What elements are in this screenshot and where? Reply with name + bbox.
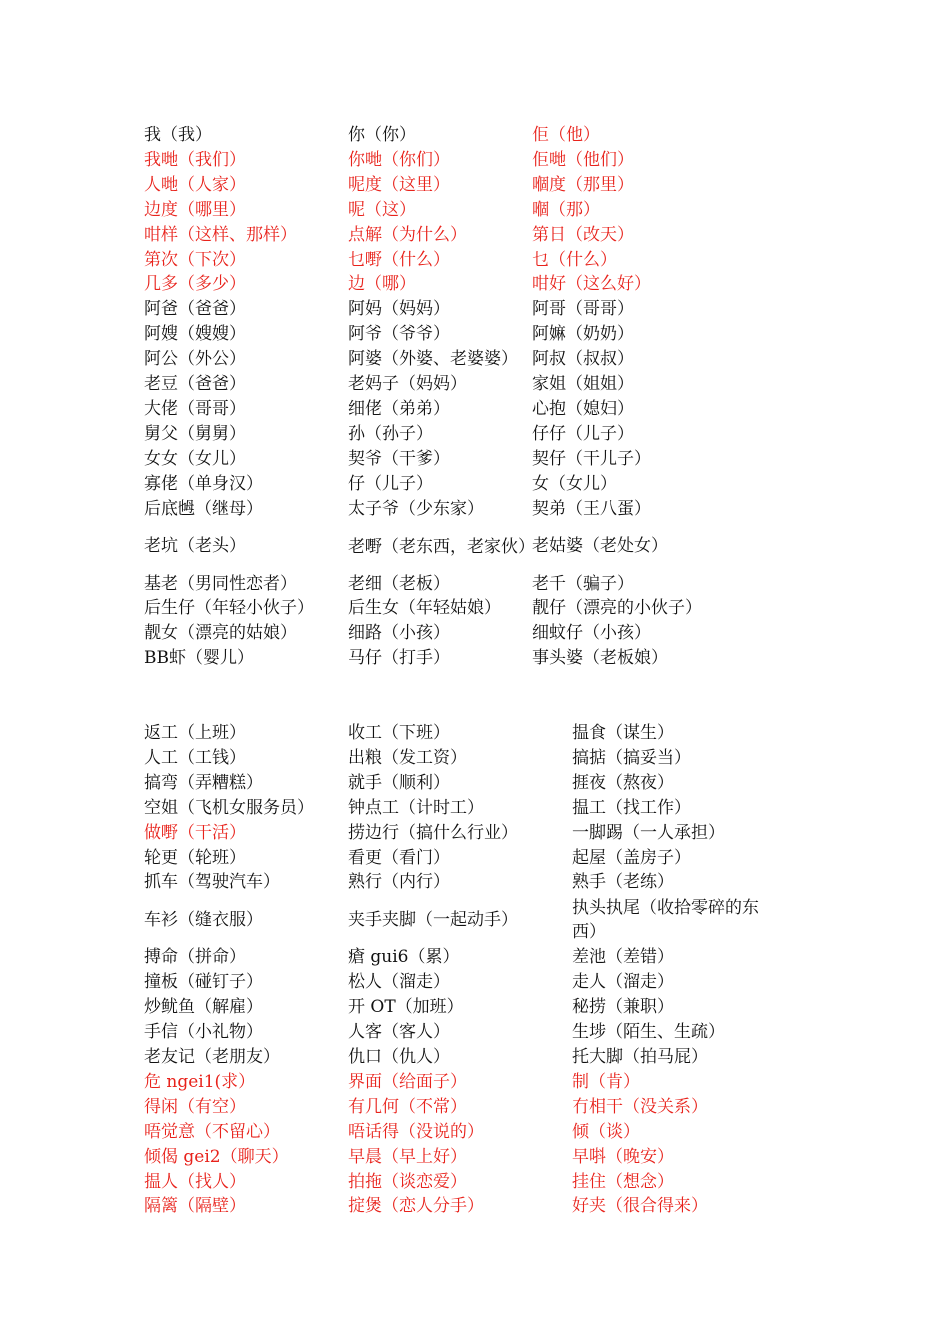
vocab-entry: 轮更（轮班） (144, 847, 246, 868)
vocab-entry: 揾工（找工作） (572, 797, 691, 818)
vocab-entry: 仔仔（儿子） (532, 423, 634, 444)
vocab-row (144, 746, 784, 771)
vocab-entry: 乜（什么） (532, 249, 617, 270)
vocab-row (144, 646, 704, 671)
vocab-entry: 返工（上班） (144, 723, 246, 743)
vocab-entry: 手信（小礼物） (144, 1022, 263, 1043)
vocab-entry: 唔觉意（不留心） (144, 1121, 280, 1142)
vocab-entry: 危 ngei1(求） (144, 1071, 256, 1092)
vocab-entry: 搞弯（弄糟糕） (144, 772, 263, 793)
vocab-entry: 界面（给面子） (348, 1071, 467, 1092)
vocab-row (144, 1045, 784, 1070)
vocab-entry: 老千（骗子） (532, 573, 634, 594)
vocab-row (144, 721, 784, 746)
vocab-entry: 咁好（这么好） (532, 274, 651, 295)
vocab-entry: 老豆（爸爸） (144, 374, 246, 395)
vocab-entry: 拍拖（谈恋爱） (348, 1171, 467, 1192)
vocab-row (144, 248, 704, 273)
vocab-entry: 呢（这） (348, 199, 416, 220)
vocab-row (144, 1145, 784, 1170)
vocab-entry: 你（你） (348, 125, 416, 145)
vocab-entry: 生埗（陌生、生疏） (572, 1022, 725, 1043)
vocab-entry: 佢哋（他们） (532, 149, 634, 170)
vocab-entry: 佢（他） (532, 125, 600, 145)
vocab-entry: 炒鱿鱼（解雇） (144, 997, 263, 1018)
vocab-entry: 靓女（漂亮的姑娘） (144, 623, 297, 644)
vocab-row (144, 895, 784, 945)
vocab-entry: 边（哪） (348, 274, 416, 295)
vocab-entry: 心抱（媳妇） (532, 398, 634, 419)
vocab-entry: 揾人（找人） (144, 1171, 246, 1192)
vocab-entry: 契仔（干儿子） (532, 448, 651, 469)
vocab-entry: 嗰度（那里） (532, 174, 634, 195)
vocab-entry: 阿叔（叔叔） (532, 349, 634, 370)
vocab-row (144, 1170, 784, 1195)
vocab-row (144, 397, 704, 422)
vocab-table-body (144, 721, 784, 1219)
vocab-row (144, 297, 704, 322)
vocab-row (144, 1070, 784, 1095)
vocab-row (144, 223, 704, 248)
vocab-entry: 掟煲（恋人分手） (348, 1196, 484, 1217)
vocab-table-work-social (144, 721, 784, 1219)
vocab-entry: 女女（女儿） (144, 448, 246, 469)
vocab-row (144, 497, 704, 522)
vocab-entry: 一脚踢（一人承担） (572, 822, 725, 843)
vocab-entry: 熟行（内行） (348, 872, 450, 893)
vocab-row (144, 1095, 784, 1120)
vocab-row (144, 821, 784, 846)
vocab-row (144, 621, 704, 646)
vocab-row (144, 347, 704, 372)
vocab-entry: 第次（下次） (144, 249, 246, 270)
vocab-entry: 契爷（干爹） (348, 448, 450, 469)
vocab-entry: 人工（工钱） (144, 747, 246, 768)
vocab-entry: 就手（顺利） (348, 772, 450, 793)
vocab-entry: 阿嫲（奶奶） (532, 324, 634, 345)
vocab-row (144, 322, 704, 347)
vocab-entry: 有几何（不常） (348, 1096, 467, 1117)
vocab-entry: 阿爷（爷爷） (348, 324, 450, 345)
vocab-row (144, 1120, 784, 1145)
vocab-row (144, 447, 704, 472)
vocab-entry: 老妈子（妈妈） (348, 374, 467, 395)
vocab-entry: 做嘢（干活） (144, 822, 246, 843)
vocab-entry: 细路（小孩） (348, 623, 450, 644)
vocab-row (144, 123, 704, 148)
vocab-entry: 基老（男同性恋者） (144, 573, 297, 594)
vocab-entry: 点解（为什么） (348, 224, 467, 245)
vocab-entry: 松人（溜走） (348, 972, 450, 993)
vocab-entry: 老细（老板） (348, 573, 450, 594)
vocab-row (144, 796, 784, 821)
vocab-entry: 挂住（想念） (572, 1171, 674, 1192)
vocab-entry: 捞边行（搞什么行业） (348, 822, 518, 843)
vocab-entry: 托大脚（拍马屁） (572, 1046, 708, 1067)
vocab-entry: 老嘢（老东西，老家伙） (348, 536, 535, 557)
vocab-entry: 瘡 gui6（累） (348, 947, 460, 968)
vocab-table-body (144, 123, 704, 671)
vocab-entry: 咁样（这样、那样） (144, 224, 297, 245)
vocab-entry: 你哋（你们） (348, 149, 450, 170)
vocab-entry: 出粮（发工资） (348, 747, 467, 768)
vocab-entry: 细蚊仔（小孩） (532, 623, 651, 644)
vocab-row (144, 372, 704, 397)
vocab-entry: 人哋（人家） (144, 174, 246, 195)
vocab-row (144, 422, 704, 447)
vocab-entry: 搏命（拼命） (144, 947, 246, 968)
vocab-entry: 呢度（这里） (348, 174, 450, 195)
vocab-entry: 嗰（那） (532, 199, 600, 220)
vocab-entry: 几多（多少） (144, 274, 246, 295)
vocab-entry: 太子爷（少东家） (348, 498, 484, 519)
vocab-entry: 仔（儿子） (348, 473, 433, 494)
vocab-entry: 捱夜（熬夜） (572, 772, 674, 793)
vocab-entry: 搞掂（搞妥当） (572, 747, 691, 768)
vocab-entry: 唔话得（没说的） (348, 1121, 484, 1142)
vocab-entry: 女（女儿） (532, 473, 617, 494)
vocab-entry: 我（我） (144, 125, 212, 145)
vocab-entry: 走人（溜走） (572, 972, 674, 993)
vocab-row (144, 173, 704, 198)
vocab-entry: 揾食（谋生） (572, 723, 674, 743)
vocab-row (144, 995, 784, 1020)
vocab-entry: 差池（差错） (572, 947, 674, 968)
vocab-row (144, 1194, 784, 1219)
vocab-entry: 后生仔（年轻小伙子） (144, 598, 314, 619)
vocab-entry: 空姐（飞机女服务员） (144, 797, 314, 818)
vocab-entry: 马仔（打手） (348, 648, 450, 669)
vocab-row (144, 472, 704, 497)
vocab-entry: 冇相干（没关系） (572, 1096, 708, 1117)
vocab-entry: 夹手夹脚（一起动手） (348, 909, 518, 930)
vocab-entry: 倾（谈） (572, 1121, 640, 1142)
vocab-entry: 阿嫂（嫂嫂） (144, 324, 246, 345)
vocab-entry: 乜嘢（什么） (348, 249, 450, 270)
vocab-row (144, 596, 704, 621)
vocab-row (144, 1020, 784, 1045)
vocab-entry: 人客（客人） (348, 1022, 450, 1043)
vocab-entry: 舅父（舅舅） (144, 423, 246, 444)
vocab-entry: 家姐（姐姐） (532, 374, 634, 395)
vocab-row (144, 970, 784, 995)
vocab-table-family-pronouns (144, 123, 704, 671)
vocab-entry: 收工（下班） (348, 723, 450, 743)
vocab-entry: 倾偈 gei2（聊天） (144, 1146, 289, 1167)
vocab-entry: 熟手（老练） (572, 872, 674, 893)
vocab-entry: 大佬（哥哥） (144, 398, 246, 419)
vocab-entry: 后生女（年轻姑娘） (348, 598, 501, 619)
vocab-entry: 第日（改天） (532, 224, 634, 245)
vocab-entry: 看更（看门） (348, 847, 450, 868)
vocab-entry: 靓仔（漂亮的小伙子） (532, 598, 702, 619)
vocab-row (144, 148, 704, 173)
vocab-entry: 车衫（缝衣服） (144, 909, 263, 930)
vocab-entry: 阿婆（外婆、老婆婆） (348, 349, 518, 370)
vocab-entry: 仇口（仇人） (348, 1046, 450, 1067)
vocab-entry: BB虾（婴儿） (144, 648, 254, 669)
vocab-entry: 好夹（很合得来） (572, 1196, 708, 1217)
vocab-row (144, 198, 704, 223)
vocab-entry: 撞板（碰钉子） (144, 972, 263, 993)
vocab-entry: 老坑（老头） (144, 536, 246, 557)
vocab-entry: 老姑婆（老处女） (532, 536, 668, 557)
vocab-entry: 钟点工（计时工） (348, 797, 484, 818)
vocab-row (144, 846, 784, 871)
vocab-entry: 阿妈（妈妈） (348, 299, 450, 320)
vocab-entry: 制（肯） (572, 1071, 640, 1092)
vocab-row (144, 572, 704, 597)
vocab-entry: 起屋（盖房子） (572, 847, 691, 868)
vocab-entry: 细佬（弟弟） (348, 398, 450, 419)
vocab-entry: 得闲（有空） (144, 1096, 246, 1117)
vocab-row (144, 522, 704, 572)
vocab-entry: 我哋（我们） (144, 149, 246, 170)
vocab-entry: 早晨（早上好） (348, 1146, 467, 1167)
vocab-row (144, 945, 784, 970)
vocab-entry: 阿哥（哥哥） (532, 299, 634, 320)
vocab-row (144, 272, 704, 297)
vocab-entry: 后底乸（继母） (144, 498, 263, 519)
vocab-entry: 执头执尾（收拾零碎的东西） (572, 898, 759, 943)
vocab-entry: 契弟（王八蛋） (532, 498, 651, 519)
vocab-entry: 事头婆（老板娘） (532, 648, 668, 669)
vocab-entry: 秘捞（兼职） (572, 997, 674, 1018)
vocab-row (144, 771, 784, 796)
vocab-entry: 边度（哪里） (144, 199, 246, 220)
vocab-entry: 阿公（外公） (144, 349, 246, 370)
vocab-entry: 隔篱（隔壁） (144, 1196, 246, 1217)
vocab-entry: 早唞（晚安） (572, 1146, 674, 1167)
vocab-entry: 阿爸（爸爸） (144, 299, 246, 320)
vocab-entry: 抓车（驾驶汽车） (144, 872, 280, 893)
vocab-entry: 寡佬（单身汉） (144, 473, 263, 494)
vocab-row (144, 870, 784, 895)
vocab-entry: 开 OT（加班） (348, 997, 464, 1018)
vocab-entry: 老友记（老朋友） (144, 1046, 280, 1067)
vocab-entry: 孙（孙子） (348, 423, 433, 444)
